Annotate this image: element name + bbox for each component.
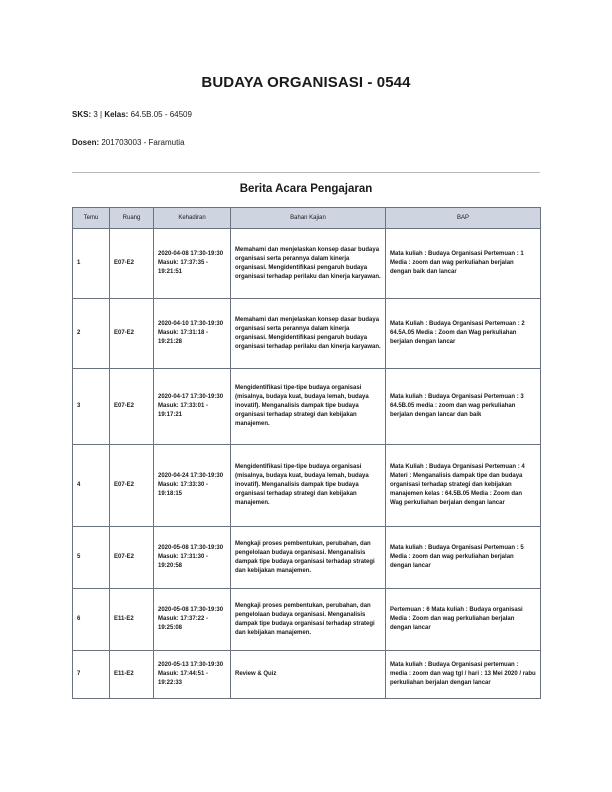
bap-table <box>72 207 541 699</box>
kelas-value: 64.5B.05 - 64509 <box>128 110 192 119</box>
cell-ruang: E07-E2 <box>110 445 154 527</box>
cell-kehadiran <box>154 229 231 299</box>
attendance-time: Masuk: 17:33:30 - 19:18:15 <box>158 482 209 497</box>
header-bahan-kajian: Bahan Kajian <box>231 208 386 229</box>
cell-kehadiran <box>154 527 231 589</box>
sks-value: 3 | <box>91 110 105 119</box>
attendance-time: Masuk: 17:44:51 - 19:22:33 <box>158 671 209 686</box>
cell-bap: Mata kuliah : Budaya Organisasi Pertemuan : 5 Media : zoom dan wag perkuliahan berjalan dengan lancar <box>386 527 541 589</box>
table-row <box>73 445 541 527</box>
cell-ruang: E11-E2 <box>110 589 154 651</box>
sks-label: SKS: <box>72 110 92 119</box>
kelas-label: Kelas: <box>104 110 129 119</box>
cell-bahan-kajian: Mengkaji proses pembentukan, perubahan, dan pengelolaan budaya organisasi. Menganalisis dampak tipe budaya organisasi terhadap strategi dan kebijakan manajemen. <box>231 527 386 589</box>
page-title: BUDAYA ORGANISASI - 0544 <box>201 74 411 91</box>
cell-bap: Mata kuliah : Budaya Organisasi Pertemuan : 1 Media : zoom dan wag perkuliahan berjalan dengan baik dan lancar <box>386 229 541 299</box>
table-row <box>73 299 541 369</box>
cell-bap: Pertemuan : 6 Mata kuliah : Budaya organisasi Media : Zoom dan wag perkuliahan berjalan dengan lancar <box>386 589 541 651</box>
table-row <box>73 369 541 445</box>
header-bap: BAP <box>386 208 541 229</box>
section-title: Berita Acara Pengajaran <box>239 183 373 195</box>
cell-temu: 7 <box>73 651 110 699</box>
cell-temu: 4 <box>73 445 110 527</box>
lecturer-meta <box>72 138 185 147</box>
cell-ruang: E07-E2 <box>110 299 154 369</box>
header-temu: Temu <box>73 208 110 229</box>
cell-ruang: E11-E2 <box>110 651 154 699</box>
schedule-time: 2020-04-08 17:30-19:30 <box>158 251 224 257</box>
cell-temu: 1 <box>73 229 110 299</box>
table-row <box>73 527 541 589</box>
cell-bahan-kajian: Mengidentifikasi tipe-tipe budaya organisasi (misalnya, budaya kuat, budaya lemah, budaya inovatif). Menganalisis dampak tipe budaya organisasi terhadap strategi dan kebijakan manajemen. <box>231 445 386 527</box>
cell-ruang: E07-E2 <box>110 369 154 445</box>
header-ruang: Ruang <box>110 208 154 229</box>
cell-temu: 6 <box>73 589 110 651</box>
header-kehadiran: Kehadiran <box>154 208 231 229</box>
cell-bahan-kajian: Mengkaji proses pembentukan, perubahan, dan pengelolaan budaya organisasi. Menganalisis dampak tipe budaya organisasi terhadap strategi dan kebijakan manajemen. <box>231 589 386 651</box>
schedule-time: 2020-05-08 17:30-19:30 <box>158 607 224 613</box>
cell-kehadiran <box>154 299 231 369</box>
attendance-time: Masuk: 17:33:01 - 19:17:21 <box>158 403 209 418</box>
attendance-time: Masuk: 17:31:30 - 19:20:58 <box>158 554 209 569</box>
schedule-time: 2020-04-10 17:30-19:30 <box>158 321 224 327</box>
dosen-label: Dosen: <box>72 138 100 147</box>
table-row <box>73 589 541 651</box>
cell-temu: 2 <box>73 299 110 369</box>
attendance-time: Masuk: 17:37:35 - 19:21:51 <box>158 260 209 275</box>
attendance-time: Masuk: 17:31:18 - 19:21:28 <box>158 330 209 345</box>
attendance-time: Masuk: 17:37:22 - 19:25:08 <box>158 616 209 631</box>
cell-bap: Mata Kuliah : Budaya Organisasi Pertemuan : 4 Materi : Menganalisis dampak tipe dan budaya organisasi terhadap strategi dan kebijakan manajemen kelas : 64.5B.05 Media : Zoom dan Wag perkuliahan berjalan dengan lancar <box>386 445 541 527</box>
cell-bahan-kajian: Mengidentifikasi tipe-tipe budaya organisasi (misalnya, budaya kuat, budaya lemah, budaya inovatif). Menganalisis dampak tipe budaya organisasi terhadap strategi dan kebijakan manajemen. <box>231 369 386 445</box>
cell-kehadiran <box>154 369 231 445</box>
cell-temu: 3 <box>73 369 110 445</box>
schedule-time: 2020-05-08 17:30-19:30 <box>158 545 224 551</box>
schedule-time: 2020-04-17 17:30-19:30 <box>158 394 224 400</box>
cell-ruang: E07-E2 <box>110 527 154 589</box>
table-header-row <box>73 208 541 229</box>
course-meta <box>72 110 192 119</box>
cell-bap: Mata kuliah : Budaya Organisasi pertemuan : media : zoom dan wag tgl / hari : 13 Mei 2020 / rabu perkuliahan berjalan dengan lancar <box>386 651 541 699</box>
divider <box>72 172 540 173</box>
cell-bap: Mata Kuliah : Budaya Organisasi Pertemuan : 2 64.5A.05 Media : Zoom dan Wag perkuliahan berjalan dengan lancar <box>386 299 541 369</box>
cell-bahan-kajian: Review & Quiz <box>231 651 386 699</box>
dosen-value: 201703003 - Faramutia <box>99 138 185 147</box>
cell-kehadiran <box>154 445 231 527</box>
table-row <box>73 229 541 299</box>
cell-bahan-kajian: Memahami dan menjelaskan konsep dasar budaya organisasi serta perannya dalam kinerja organisasi. Mengidentifikasi pengaruh budaya organisasi terhadap perilaku dan kinerja karyawan. <box>231 299 386 369</box>
cell-kehadiran <box>154 589 231 651</box>
cell-ruang: E07-E2 <box>110 229 154 299</box>
cell-bahan-kajian: Memahami dan menjelaskan konsep dasar budaya organisasi serta perannya dalam kinerja organisasi. Mengidentifikasi pengaruh budaya organisasi terhadap perilaku dan kinerja karyawan. <box>231 229 386 299</box>
cell-temu: 5 <box>73 527 110 589</box>
table-row <box>73 651 541 699</box>
cell-kehadiran <box>154 651 231 699</box>
cell-bap: Mata kuliah : Budaya Organisasi Pertemuan : 3 64.5B.05 media : zoom dan wag perkuliahan berjalan dengan lancar dan baik <box>386 369 541 445</box>
schedule-time: 2020-04-24 17:30-19:30 <box>158 473 224 479</box>
schedule-time: 2020-05-13 17:30-19:30 <box>158 662 224 668</box>
